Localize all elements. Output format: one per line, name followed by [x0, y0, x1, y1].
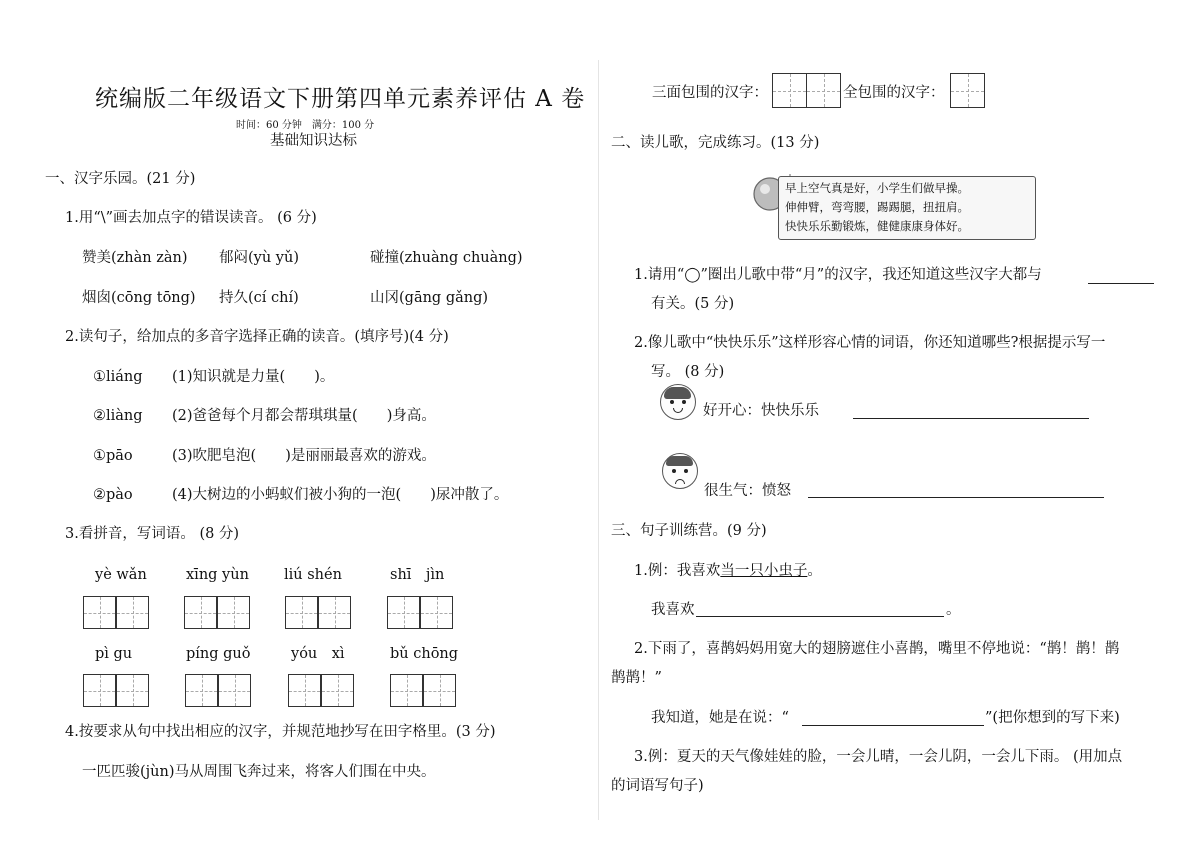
writing-grid[interactable] — [288, 674, 321, 707]
q1-prompt: 1.用“\”画去加点字的错误读音。 (6 分) — [65, 210, 317, 226]
q2-sentence-2: (2)爸爸每个月都会帮琪琪量( )身高。 — [172, 408, 436, 424]
writing-grid[interactable] — [390, 674, 423, 707]
answer-line[interactable] — [802, 725, 984, 726]
q1-item-4: 烟囱(cōng tōng) — [82, 290, 196, 306]
section2-heading: 二、读儿歌，完成练习。(13 分) — [611, 135, 820, 151]
full-label: 全包围的汉字： — [843, 85, 945, 101]
q4-sentence: 一匹匹骏(jùn)马从周围飞奔过来，将客人们围在中央。 — [82, 764, 436, 780]
q2-option-2: ②liàng — [93, 408, 143, 424]
writing-grid[interactable] — [423, 674, 456, 707]
writing-grid[interactable] — [387, 596, 420, 629]
writing-grid[interactable] — [285, 596, 318, 629]
s3-q1-example-underlined: 当一只小虫子 — [720, 563, 808, 579]
pinyin-4: shī jìn — [390, 567, 445, 583]
q4-prompt: 4.按要求从句中找出相应的汉字，并规范地抄写在田字格里。(3 分) — [65, 724, 496, 740]
writing-grid[interactable] — [420, 596, 453, 629]
writing-grid[interactable] — [772, 73, 807, 108]
q2-option-1: ①liáng — [93, 369, 143, 385]
section1-heading: 一、汉字乐园。(21 分) — [45, 171, 196, 187]
pinyin-3: liú shén — [284, 567, 342, 583]
s2-q1-line1: 1.请用“◯”圈出儿歌中带“月”的汉字，我还知道这些汉字大都与 — [634, 267, 1042, 283]
q1-item-2: 郁闷(yù yǔ) — [219, 250, 299, 266]
answer-line[interactable] — [808, 497, 1104, 498]
answer-line[interactable] — [696, 616, 944, 617]
q2-sentence-4: (4)大树边的小蚂蚁们被小狗的一泡( )尿冲散了。 — [172, 487, 509, 503]
s3-q1-example-prefix: 1.例：我喜欢 — [634, 563, 721, 579]
pinyin-7: yóu xì — [291, 646, 345, 662]
s3-q2-fill-suffix: ”(把你想到的写下来) — [985, 710, 1120, 726]
q3-prompt: 3.看拼音，写词语。 (8 分) — [65, 526, 240, 542]
subtitle: 基础知识达标 — [270, 133, 357, 149]
page-title: 统编版二年级语文下册第四单元素养评估 A 卷 — [95, 86, 586, 112]
writing-grid[interactable] — [116, 674, 149, 707]
s3-q3-line1: 3.例：夏天的天气像娃娃的脸，一会儿晴，一会儿阴，一会儿下雨。 (用加点 — [634, 749, 1123, 765]
s3-q2-line1: 2.下雨了，喜鹊妈妈用宽大的翅膀遮住小喜鹊，嘴里不停地说：“鹊！鹊！鹊 — [634, 641, 1120, 657]
answer-line[interactable] — [1088, 283, 1154, 284]
q1-item-6: 山冈(gāng gǎng) — [370, 290, 489, 306]
writing-grid[interactable] — [217, 596, 250, 629]
poem-line-1: 早上空气真是好，小学生们做早操。 — [785, 181, 969, 195]
poem-box — [778, 176, 1036, 240]
s3-q2-fill-prefix: 我知道，她是在说：“ — [651, 710, 789, 726]
q2-prompt: 2.读句子，给加点的多音字选择正确的读音。(填序号)(4 分) — [65, 329, 449, 345]
s3-q1-example-end: 。 — [807, 563, 822, 579]
s2-q2-line1: 2.像儿歌中“快快乐乐”这样形容心情的词语，你还知道哪些?根据提示写一 — [634, 335, 1106, 351]
s2-q2-line2: 写。 (8 分) — [651, 364, 725, 380]
s3-q1-example — [634, 561, 822, 581]
three-side-label: 三面包围的汉字： — [652, 85, 768, 101]
column-divider — [598, 60, 599, 820]
angry-label: 很生气：愤怒 — [704, 483, 791, 499]
pinyin-8: bǔ chōng — [390, 646, 459, 662]
q1-item-1: 赞美(zhàn zàn) — [82, 250, 188, 266]
pinyin-5: pì gu — [95, 646, 133, 662]
section3-heading: 三、句子训练营。(9 分) — [611, 523, 767, 539]
poem-line-2: 伸伸臂，弯弯腰，踢踢腿，扭扭肩。 — [785, 200, 969, 214]
writing-grid[interactable] — [83, 596, 116, 629]
poem-line-3: 快快乐乐勤锻炼，健健康康身体好。 — [785, 219, 969, 233]
writing-grid[interactable] — [318, 596, 351, 629]
q2-option-3: ①pāo — [93, 448, 133, 464]
s2-q1-line2: 有关。(5 分) — [651, 296, 735, 312]
q2-sentence-3: (3)吹肥皂泡( )是丽丽最喜欢的游戏。 — [172, 448, 436, 464]
happy-face-icon — [660, 384, 696, 420]
time-info: 时间：60 分钟 满分：100 分 — [236, 120, 375, 131]
q1-item-3: 碰撞(zhuàng chuàng) — [370, 250, 523, 266]
writing-grid[interactable] — [116, 596, 149, 629]
writing-grid[interactable] — [184, 596, 217, 629]
s3-q1-fill-prefix: 我喜欢 — [651, 602, 695, 618]
s3-q1-fill-end: 。 — [946, 602, 961, 618]
pinyin-6: píng guǒ — [186, 646, 251, 662]
q1-item-5: 持久(cí chí) — [219, 290, 299, 306]
writing-grid[interactable] — [321, 674, 354, 707]
angry-face-icon — [662, 453, 698, 489]
s3-q3-line2: 的词语写句子) — [611, 778, 704, 794]
writing-grid[interactable] — [218, 674, 251, 707]
writing-grid[interactable] — [806, 73, 841, 108]
pinyin-2: xīng yùn — [186, 567, 249, 583]
s3-q2-line2: 鹊鹊！” — [611, 670, 662, 686]
pinyin-1: yè wǎn — [95, 567, 147, 583]
writing-grid[interactable] — [950, 73, 985, 108]
writing-grid[interactable] — [83, 674, 116, 707]
answer-line[interactable] — [853, 418, 1089, 419]
q2-sentence-1: (1)知识就是力量( )。 — [172, 369, 335, 385]
writing-grid[interactable] — [185, 674, 218, 707]
happy-label: 好开心：快快乐乐 — [703, 403, 819, 419]
q2-option-4: ②pào — [93, 487, 133, 503]
